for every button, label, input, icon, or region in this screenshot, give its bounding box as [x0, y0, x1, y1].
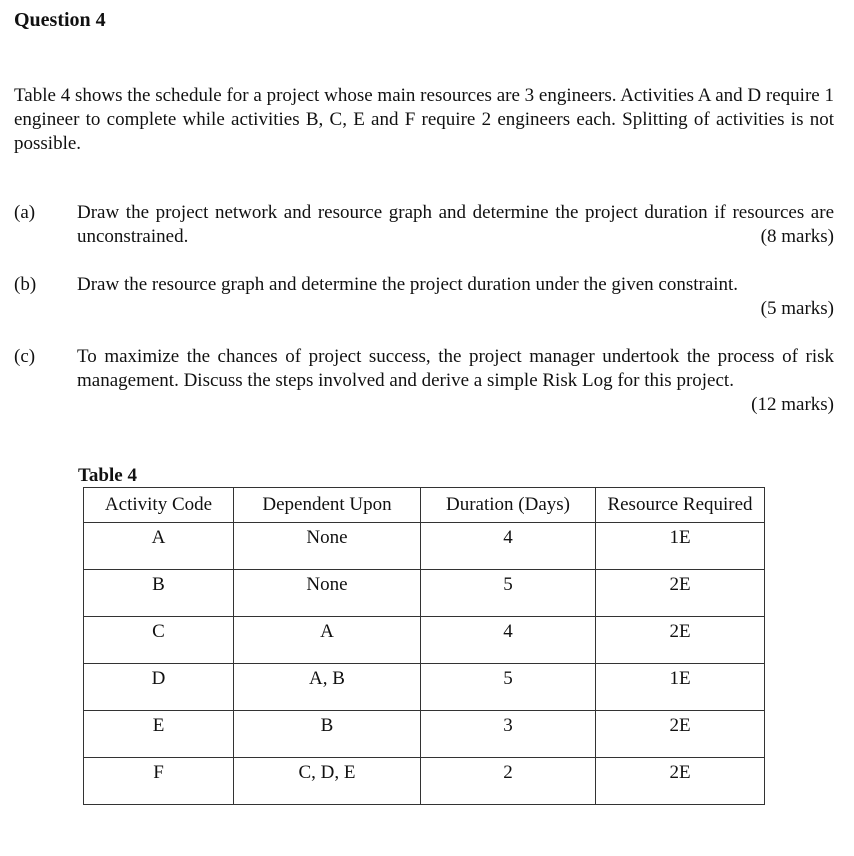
cell-dependent-upon: None — [234, 570, 421, 617]
part-a-letter: (a) — [14, 202, 36, 223]
cell-dependent-upon: None — [234, 523, 421, 570]
cell-activity-code: E — [84, 711, 234, 758]
cell-resource-required: 2E — [596, 758, 765, 805]
cell-duration: 2 — [421, 758, 596, 805]
cell-activity-code: D — [84, 664, 234, 711]
table-row — [84, 664, 765, 711]
table-row — [84, 523, 765, 570]
header-dependent-upon: Dependent Upon — [234, 488, 421, 523]
cell-duration: 3 — [421, 711, 596, 758]
cell-duration: 4 — [421, 617, 596, 664]
part-b-text: Draw the resource graph and determine the project duration under the given constraint. — [77, 274, 739, 295]
table-row — [84, 570, 765, 617]
cell-resource-required: 1E — [596, 523, 765, 570]
cell-resource-required: 1E — [596, 664, 765, 711]
cell-duration: 4 — [421, 523, 596, 570]
part-b-marks: (5 marks) — [760, 298, 834, 319]
table-title: Table 4 — [78, 465, 137, 486]
question-heading: Question 4 — [14, 9, 106, 31]
cell-activity-code: A — [84, 523, 234, 570]
part-a — [14, 201, 834, 249]
cell-duration: 5 — [421, 570, 596, 617]
header-activity-code: Activity Code — [84, 488, 234, 523]
cell-activity-code: C — [84, 617, 234, 664]
cell-dependent-upon: B — [234, 711, 421, 758]
part-c — [14, 345, 834, 417]
table-row — [84, 711, 765, 758]
part-c-letter: (c) — [14, 346, 36, 367]
part-c-text: To maximize the chances of project success, the project manager undertook the process of risk management. Discuss the steps involved and derive a simple Risk Log for this project. — [77, 346, 834, 391]
cell-resource-required: 2E — [596, 570, 765, 617]
part-b-letter: (b) — [14, 274, 37, 295]
header-duration: Duration (Days) — [421, 488, 596, 523]
part-a-marks: (8 marks) — [760, 226, 834, 247]
table-header-row — [84, 488, 765, 523]
schedule-table — [83, 487, 765, 805]
cell-dependent-upon: A, B — [234, 664, 421, 711]
cell-resource-required: 2E — [596, 617, 765, 664]
cell-duration: 5 — [421, 664, 596, 711]
cell-dependent-upon: A — [234, 617, 421, 664]
cell-activity-code: B — [84, 570, 234, 617]
cell-dependent-upon: C, D, E — [234, 758, 421, 805]
cell-resource-required: 2E — [596, 711, 765, 758]
cell-activity-code: F — [84, 758, 234, 805]
part-a-text: Draw the project network and resource graph and determine the project duration if resources are unconstrained. — [77, 202, 834, 247]
part-b — [14, 273, 834, 321]
table-row — [84, 758, 765, 805]
header-resource-required: Resource Required — [596, 488, 765, 523]
table-row — [84, 617, 765, 664]
part-c-marks: (12 marks) — [751, 394, 834, 415]
question-intro: Table 4 shows the schedule for a project whose main resources are 3 engineers. Activities A and D require 1 engineer to complete while activities B, C, E and F require 2 engineers each. Splitting of activities is not possible. — [14, 85, 834, 154]
